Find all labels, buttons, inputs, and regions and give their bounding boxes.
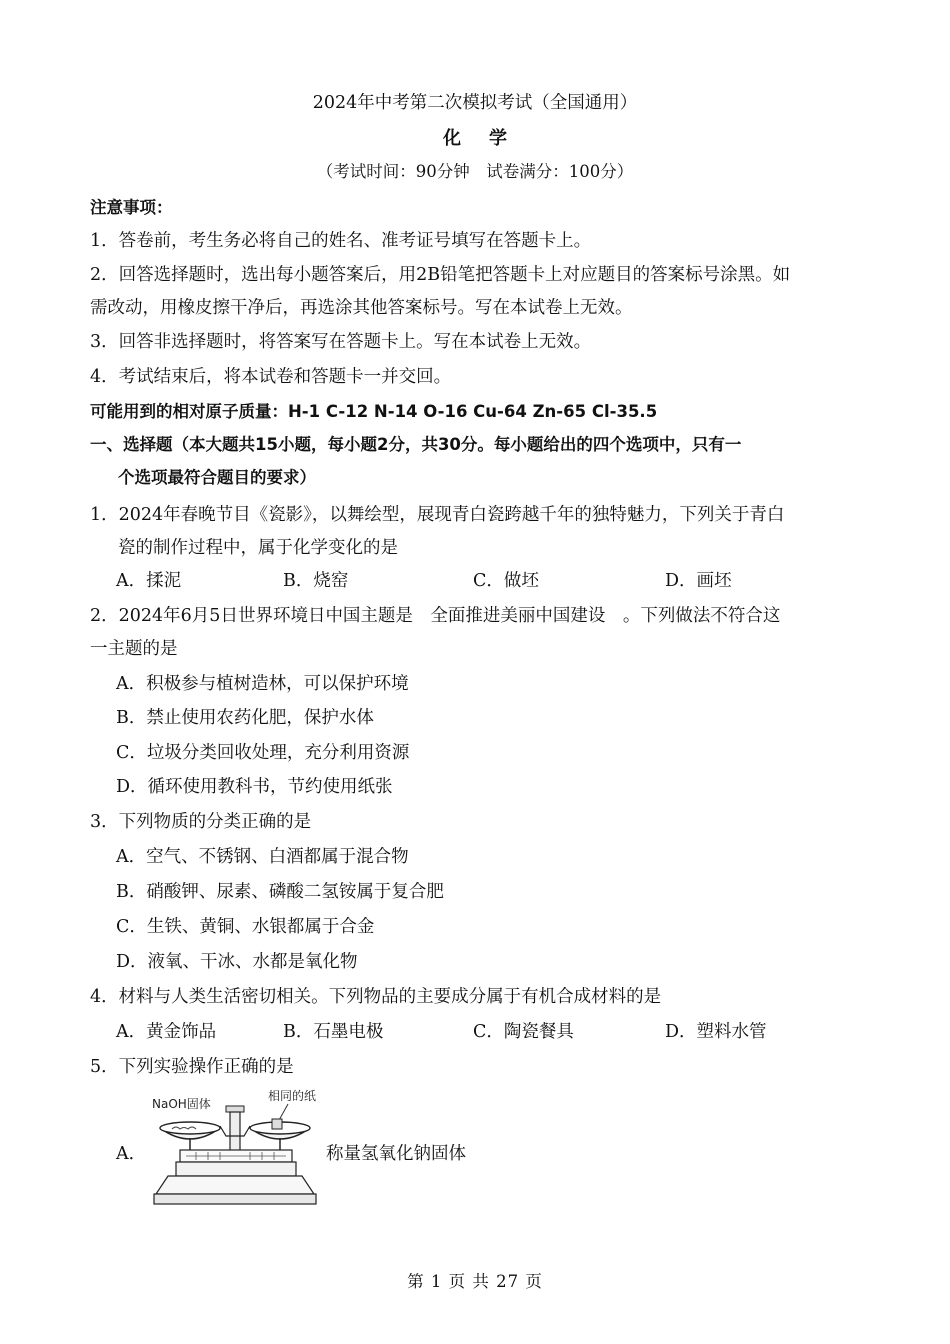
question-4-option-d: D．塑料水管 — [665, 1022, 767, 1042]
notice-item: 需改动，用橡皮擦干净后，再选涂其他答案标号。写在本试卷上无效。 — [90, 298, 633, 318]
question-5-stem: 5．下列实验操作正确的是 — [90, 1057, 294, 1077]
balance-base — [154, 1162, 316, 1204]
question-1-option-d: D．画坯 — [665, 571, 732, 591]
question-4-option-b: B．石墨电极 — [283, 1022, 384, 1042]
section-heading-cont: 个选项最符合题目的要求） — [118, 468, 316, 487]
question-5-option-a-label: A． — [116, 1144, 147, 1164]
balance-beam-scale — [180, 1150, 292, 1162]
question-1-option-b: B．烧窑 — [283, 571, 349, 591]
question-3-option-c: C．生铁、黄铜、水银都属于合金 — [116, 917, 375, 937]
notice-item: 3．回答非选择题时，将答案写在答题卡上。写在本试卷上无效。 — [90, 332, 592, 352]
section-heading: 一、选择题（本大题共15小题，每小题2分，共30分。每小题给出的四个选项中，只有一 — [90, 435, 742, 454]
question-1-stem: 1．2024年春晚节目《瓷影》，以舞绘型，展现青白瓷跨越千年的独特魅力，下列关于青白 — [90, 505, 785, 525]
question-3-option-b: B．硝酸钾、尿素、磷酸二氢铵属于复合肥 — [116, 882, 444, 902]
question-1-option-a: A．揉泥 — [116, 571, 182, 591]
question-4-option-a: A．黄金饰品 — [116, 1022, 217, 1042]
figure-label-paper: 相同的纸 — [268, 1089, 317, 1103]
question-3-option-a: A．空气、不锈钢、白酒都属于混合物 — [116, 847, 409, 867]
question-1-stem-cont: 瓷的制作过程中，属于化学变化的是 — [118, 538, 398, 558]
question-3-option-d: D．液氧、干冰、水都是氧化物 — [116, 952, 358, 972]
notice-item: 1．答卷前，考生务必将自己的姓名、准考证号填写在答题卡上。 — [90, 231, 592, 251]
subject-title: 化学 — [443, 128, 535, 149]
question-3-stem: 3．下列物质的分类正确的是 — [90, 812, 312, 832]
question-2-option-a: A．积极参与植树造林，可以保护环境 — [116, 674, 409, 694]
balance-pan-right — [250, 1119, 310, 1139]
question-2-option-c: C．垃圾分类回收处理，充分利用资源 — [116, 743, 410, 763]
balance-center-post — [220, 1106, 250, 1152]
balance-scale-figure — [150, 1086, 330, 1211]
question-4-option-c: C．陶瓷餐具 — [473, 1022, 574, 1042]
question-5-option-a-caption: 称量氢氧化钠固体 — [326, 1144, 466, 1164]
notice-item: 2．回答选择题时，选出每小题答案后，用2B铅笔把答题卡上对应题目的答案标号涂黑。如 — [90, 265, 791, 285]
question-2-stem: 2．2024年6月5日世界环境日中国主题是 全面推进美丽中国建设 。下列做法不符合这 — [90, 606, 781, 626]
exam-title: 2024年中考第二次模拟考试（全国通用） — [312, 93, 638, 113]
question-2-option-d: D．循环使用教科书，节约使用纸张 — [116, 777, 393, 797]
question-4-stem: 4．材料与人类生活密切相关。下列物品的主要成分属于有机合成材料的是 — [90, 987, 662, 1007]
question-2-option-b: B．禁止使用农药化肥，保护水体 — [116, 708, 374, 728]
figure-label-naoh: NaOH固体 — [152, 1097, 211, 1111]
exam-info: （考试时间：90分钟 试卷满分：100分） — [316, 162, 634, 181]
atomic-masses: 可能用到的相对原子质量：H-1 C-12 N-14 O-16 Cu-64 Zn-65 Cl-35.5 — [90, 402, 658, 421]
question-1-option-c: C．做坯 — [473, 571, 539, 591]
balance-pan-left — [160, 1122, 220, 1139]
page-footer: 第 1 页 共 27 页 — [407, 1272, 543, 1291]
question-2-stem-cont: 一主题的是 — [90, 639, 178, 659]
notice-heading: 注意事项： — [90, 198, 173, 217]
notice-item: 4．考试结束后，将本试卷和答题卡一并交回。 — [90, 367, 452, 387]
